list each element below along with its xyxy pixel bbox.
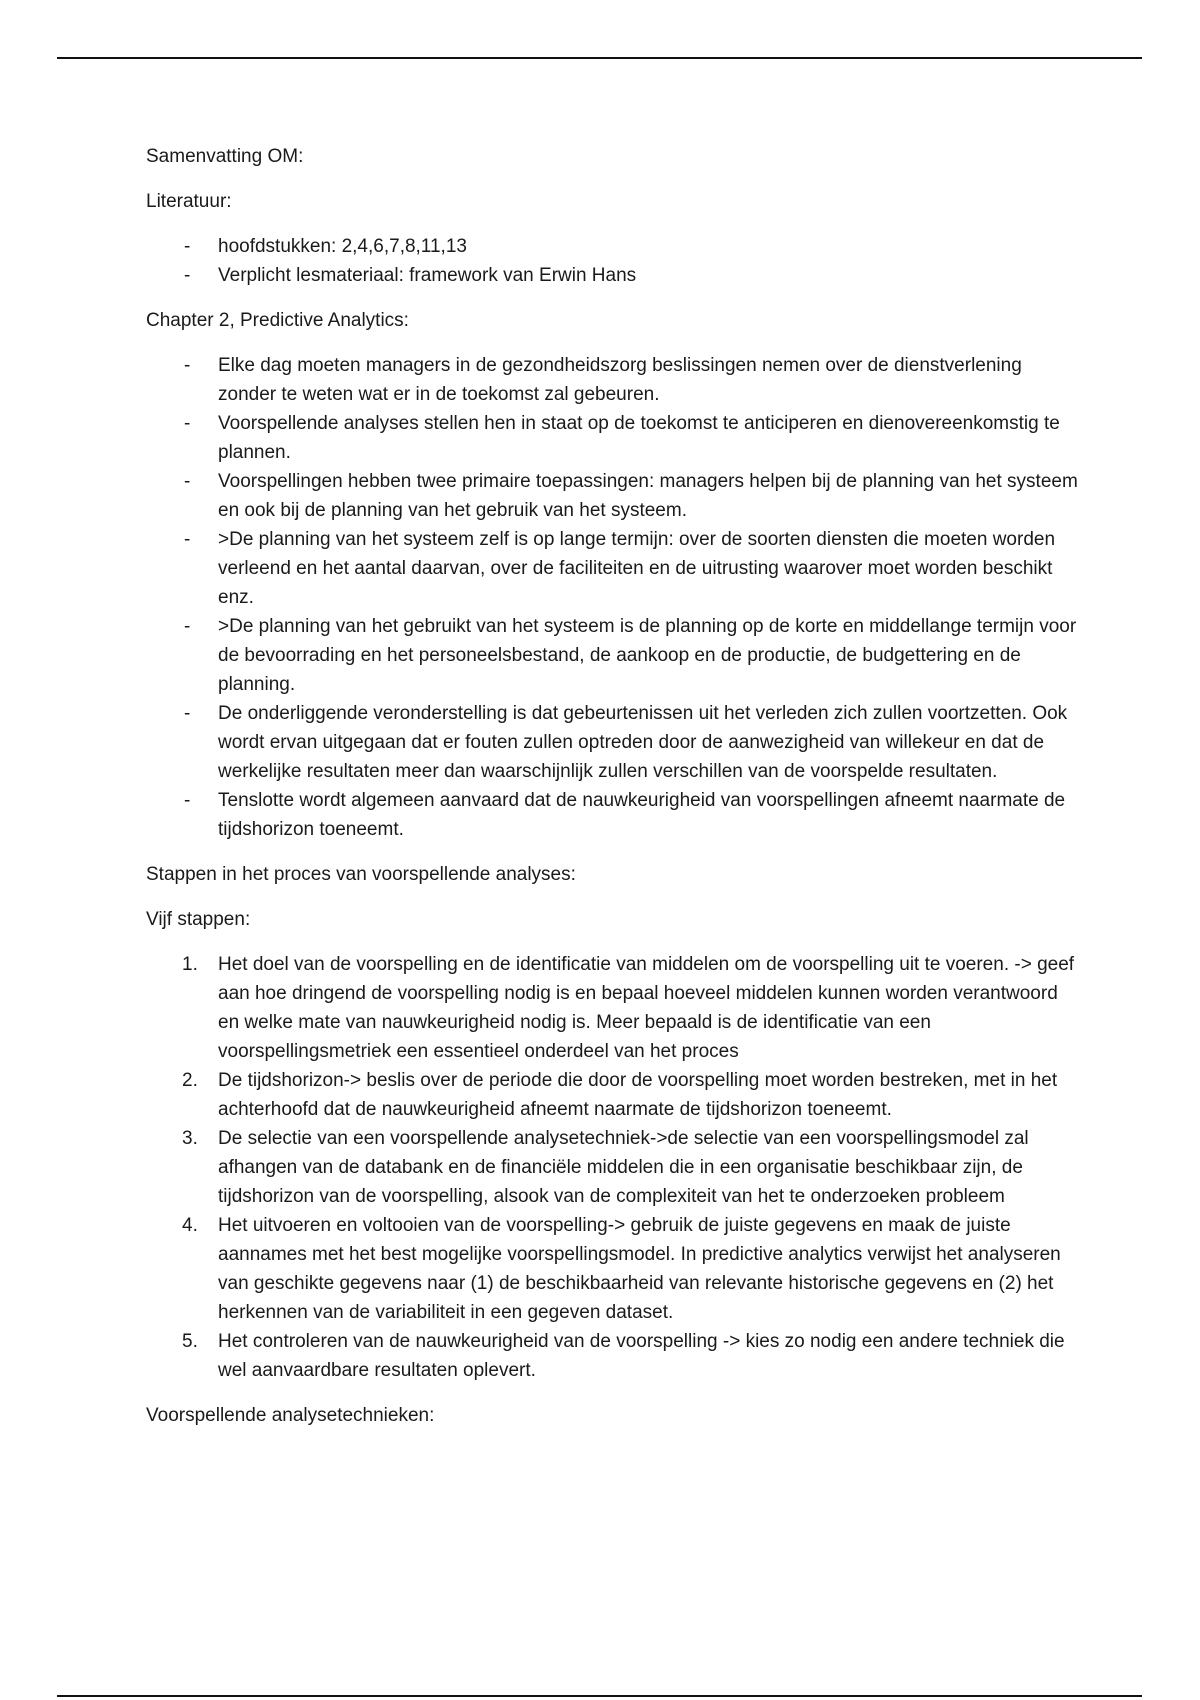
dash-marker: - — [184, 471, 191, 492]
list-item-text: Verplicht lesmateriaal: framework van Erwin Hans — [218, 265, 637, 286]
list-item-text: Tenslotte wordt algemeen aanvaard dat de nauwkeurigheid van voorspellingen afneemt naarmate de tijdshorizon toeneemt. — [218, 790, 1066, 840]
step-number: 4. — [182, 1215, 198, 1236]
list-item — [146, 1124, 1081, 1211]
dash-marker: - — [184, 236, 191, 257]
list-item — [146, 1066, 1081, 1124]
list-item-text: De onderliggende veronderstelling is dat gebeurtenissen uit het verleden zich zullen voortzetten. Ook wordt ervan uitgegaan dat er fouten zullen optreden door de aanwezigheid van willekeur en dat de werkelijke resultaten meer dan waarschijnlijk zullen verschillen van de voorspelde resultaten. — [218, 703, 1068, 782]
literature-heading: Literatuur: — [146, 191, 232, 212]
list-item-text: Het uitvoeren en voltooien van de voorspelling-> gebruik de juiste gegevens en maak de juiste aannames met het best mogelijke voorspellingsmodel. In predictive analytics verwijst het analyseren van geschikte gegevens naar (1) de beschikbaarheid van relevante historische gegevens en (2) het herkennen van de variabiliteit in een gegeven dataset. — [218, 1215, 1061, 1323]
techniques-heading: Voorspellende analysetechnieken: — [146, 1405, 435, 1426]
dash-marker: - — [184, 529, 191, 550]
list-item — [146, 950, 1081, 1066]
list-item-text: Het doel van de voorspelling en de identificatie van middelen om de voorspelling uit te voeren. -> geef aan hoe dringend de voorspelling nodig is en bepaal hoeveel middelen kunnen worden verantwoord en welke mate van nauwkeurigheid nodig is. Meer bepaald is de identificatie van een voorspellingsmetriek een essentieel onderdeel van het proces — [218, 954, 1075, 1062]
step-number: 3. — [182, 1128, 198, 1149]
list-item-text: >De planning van het gebruikt van het systeem is de planning op de korte en middellange termijn voor de bevoorrading en het personeelsbestand, de aankoop en de productie, de budgettering en de planning. — [218, 616, 1077, 695]
dash-marker: - — [184, 616, 191, 637]
list-item-text: >De planning van het systeem zelf is op lange termijn: over de soorten diensten die moeten worden verleend en het aantal daarvan, over de faciliteiten en de uitrusting waarover moet worden beschikt enz. — [218, 529, 1056, 608]
step-number: 5. — [182, 1331, 198, 1352]
dash-marker: - — [184, 413, 191, 434]
list-item-text: De tijdshorizon-> beslis over de periode die door de voorspelling moet worden bestreken, met in het achterhoofd dat de nauwkeurigheid afneemt naarmate de tijdshorizon toeneemt. — [218, 1070, 1058, 1120]
list-item — [146, 467, 1081, 525]
list-item — [146, 612, 1081, 699]
list-item-text: De selectie van een voorspellende analysetechniek->de selectie van een voorspellingsmodel zal afhangen van de databank en de financiële middelen die in een organisatie beschikbaar zijn, de tijdshorizon van de voorspelling, alsook van de complexiteit van het te onderzoeken probleem — [218, 1128, 1029, 1207]
list-item — [146, 699, 1081, 786]
chapter-heading: Chapter 2, Predictive Analytics: — [146, 310, 409, 331]
list-item-text: Elke dag moeten managers in de gezondheidszorg beslissingen nemen over de dienstverlening zonder te weten wat er in de toekomst zal gebeuren. — [218, 355, 1022, 405]
dash-marker: - — [184, 703, 191, 724]
dash-marker: - — [184, 265, 191, 286]
list-item — [146, 786, 1081, 844]
step-number: 2. — [182, 1070, 198, 1091]
chapter-list — [146, 351, 1081, 844]
header-rule — [57, 57, 1142, 59]
list-item-text: Voorspellingen hebben twee primaire toepassingen: managers helpen bij de planning van het systeem en ook bij de planning van het gebruik van het systeem. — [218, 471, 1078, 521]
list-item — [146, 351, 1081, 409]
footer-rule — [57, 1695, 1142, 1697]
list-item-text: hoofdstukken: 2,4,6,7,8,11,13 — [218, 236, 467, 257]
dash-marker: - — [184, 790, 191, 811]
list-item — [146, 261, 1081, 290]
dash-marker: - — [184, 355, 191, 376]
list-item — [146, 525, 1081, 612]
five-steps-heading: Vijf stappen: — [146, 909, 251, 930]
list-item — [146, 409, 1081, 467]
list-item — [146, 1211, 1081, 1327]
document-title: Samenvatting OM: — [146, 146, 304, 167]
list-item-text: Voorspellende analyses stellen hen in staat op de toekomst te anticiperen en dienovereenkomstig te plannen. — [218, 413, 1060, 463]
document-body — [146, 142, 1081, 1446]
list-item — [146, 232, 1081, 261]
list-item-text: Het controleren van de nauwkeurigheid van de voorspelling -> kies zo nodig een andere techniek die wel aanvaardbare resultaten oplevert. — [218, 1331, 1065, 1381]
step-number: 1. — [182, 954, 198, 975]
steps-heading: Stappen in het proces van voorspellende analyses: — [146, 864, 576, 885]
list-item — [146, 1327, 1081, 1385]
literature-list — [146, 232, 1081, 290]
steps-list — [146, 950, 1081, 1385]
